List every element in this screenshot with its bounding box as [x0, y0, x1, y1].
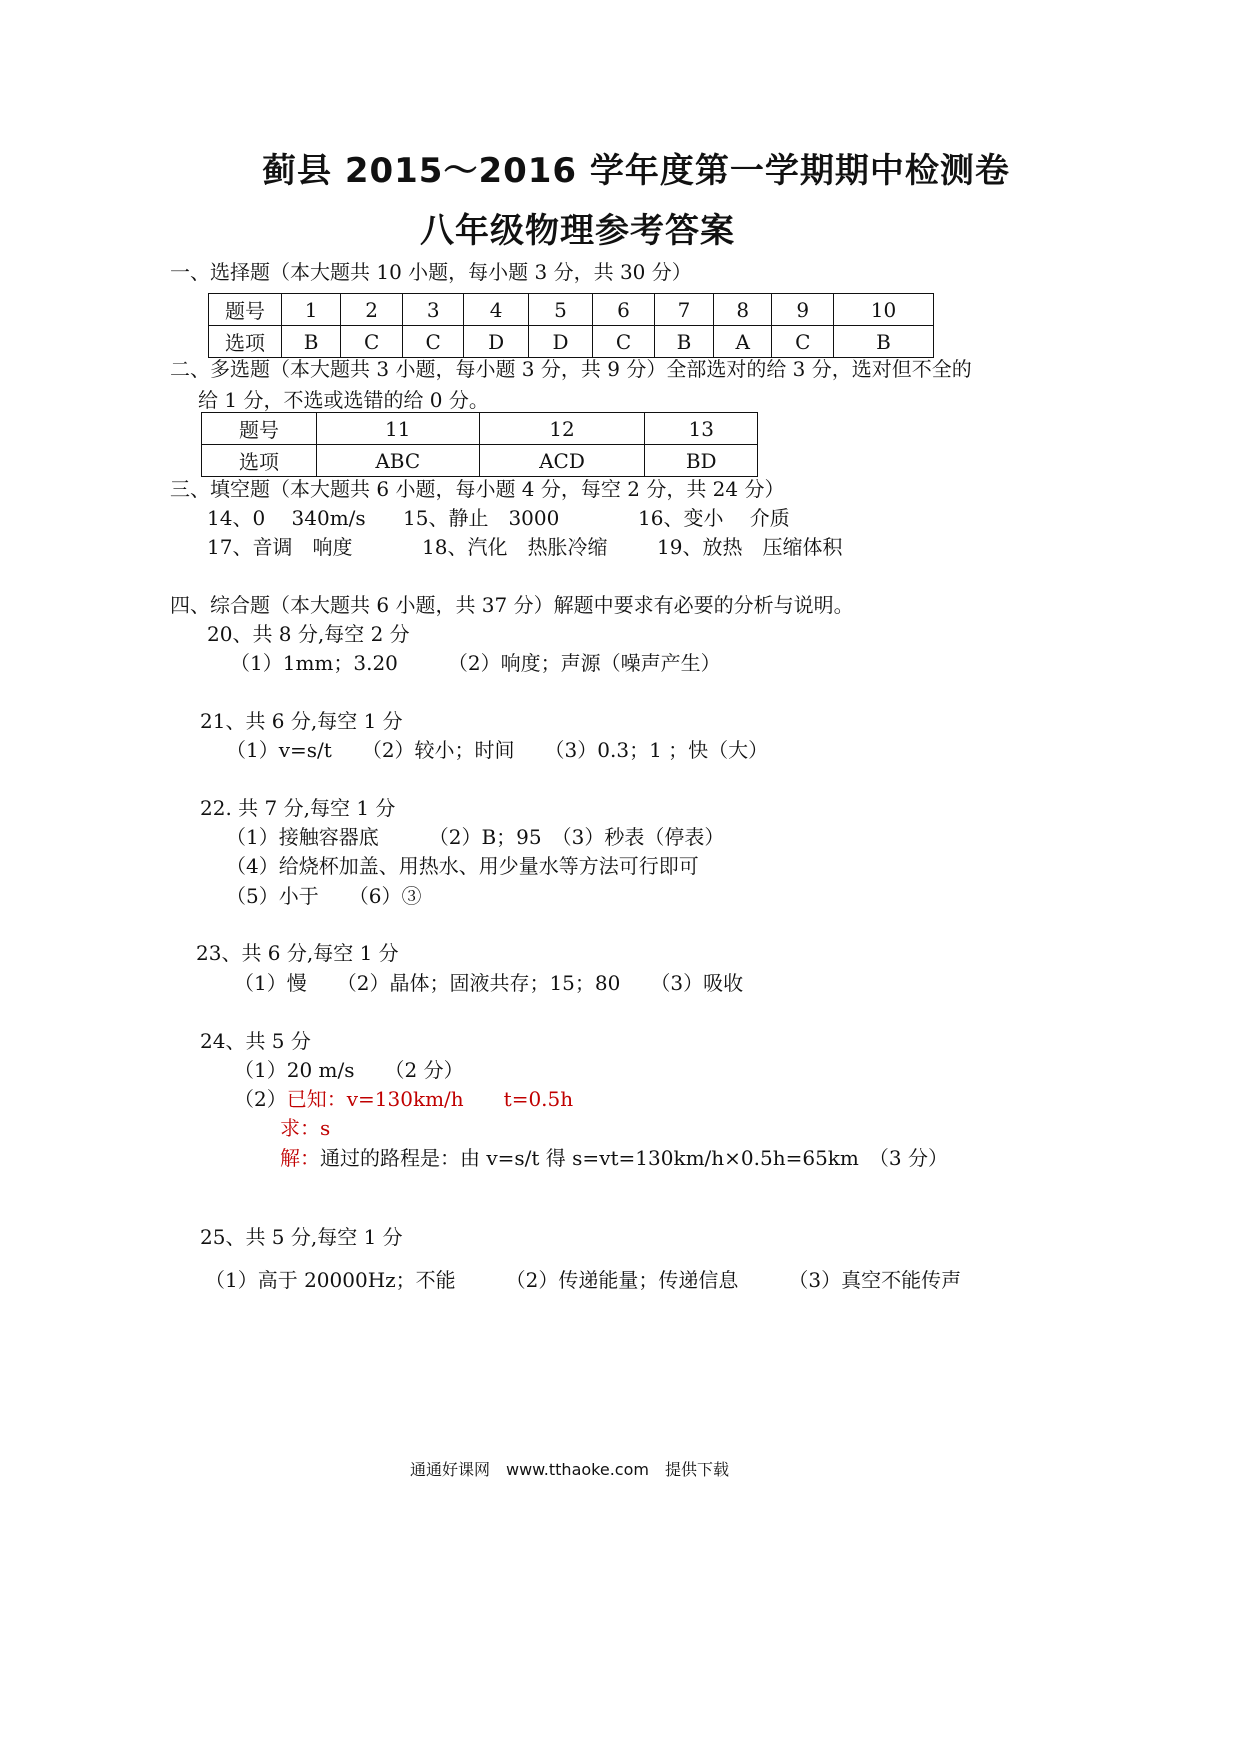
table-cell: ACD [479, 445, 645, 477]
answer-17: 17、音调 响度 [207, 535, 353, 559]
row-label-answer: 选项 [209, 326, 282, 358]
section2-answer-table [201, 412, 758, 477]
table-row [202, 413, 758, 445]
section3-heading: 三、填空题（本大题共 6 小题，每小题 4 分，每空 2 分，共 24 分） [170, 477, 785, 501]
answer-16: 16、变小 介质 [638, 506, 790, 530]
table-cell: C [341, 326, 403, 358]
q22-answer-2: （4）给烧杯加盖、用热水、用少量水等方法可行即可 [226, 854, 699, 878]
table-cell: D [528, 326, 592, 358]
table-cell: C [772, 326, 834, 358]
section1-answer-table [208, 293, 934, 358]
table-cell: 4 [464, 294, 528, 326]
section1-heading: 一、选择题（本大题共 10 小题，每小题 3 分，共 30 分） [170, 260, 692, 284]
table-cell: 2 [341, 294, 403, 326]
document-title: 蓟县 2015～2016 学年度第一学期期中检测卷 [262, 151, 1010, 191]
table-cell: C [402, 326, 464, 358]
table-cell: B [654, 326, 713, 358]
q21-heading: 21、共 6 分,每空 1 分 [200, 709, 403, 733]
q24-part2-prefix: （2） [234, 1087, 287, 1111]
row-label-question: 题号 [209, 294, 282, 326]
table-row [202, 445, 758, 477]
q21-answer: （1）v=s/t （2）较小；时间 （3）0.3；1 ；快（大） [226, 738, 769, 762]
table-cell: 12 [479, 413, 645, 445]
row-label-answer: 选项 [202, 445, 317, 477]
q24-heading: 24、共 5 分 [200, 1029, 311, 1053]
table-row [209, 294, 934, 326]
section2-heading: 二、多选题（本大题共 3 小题，每小题 3 分，共 9 分）全部选对的给 3 分，选对但不全的 [170, 357, 972, 381]
q24-solution-text: 通过的路程是：由 v=s/t 得 s=vt=130km/h×0.5h=65km （3 分） [320, 1146, 948, 1170]
document-subtitle: 八年级物理参考答案 [420, 211, 735, 251]
q22-answer-1: （1）接触容器底 （2）B；95 （3）秒表（停表） [226, 825, 725, 849]
q24-known: 已知：v=130km/h t=0.5h [286, 1087, 574, 1111]
q24-solution-label: 解： [280, 1146, 320, 1170]
q24-answer-2 [234, 1087, 573, 1111]
table-cell: C [593, 326, 655, 358]
table-cell: 6 [593, 294, 655, 326]
answer-14: 14、0 340m/s [207, 506, 366, 530]
answer-15: 15、静止 3000 [403, 506, 560, 530]
q24-find: 求：s [280, 1116, 331, 1140]
footer-credit: 通通好课网 www.tthaoke.com 提供下载 [410, 1460, 729, 1479]
q22-heading: 22. 共 7 分,每空 1 分 [200, 796, 396, 820]
q20-answer: （1）1mm；3.20 （2）响度；声源（噪声产生） [230, 651, 721, 675]
row-label-question: 题号 [202, 413, 317, 445]
q25-answer: （1）高于 20000Hz；不能 （2）传递能量；传递信息 （3）真空不能传声 [205, 1268, 962, 1292]
table-cell: D [464, 326, 528, 358]
table-cell: 3 [402, 294, 464, 326]
q20-heading: 20、共 8 分,每空 2 分 [207, 622, 410, 646]
table-cell: 7 [654, 294, 713, 326]
table-cell: 11 [317, 413, 480, 445]
table-cell: 13 [645, 413, 758, 445]
table-cell: 5 [528, 294, 592, 326]
table-cell: B [834, 326, 934, 358]
q24-answer-1: （1）20 m/s （2 分） [234, 1058, 464, 1082]
table-cell: BD [645, 445, 758, 477]
table-cell: A [714, 326, 772, 358]
answer-18: 18、汽化 热胀冷缩 [422, 535, 608, 559]
q22-answer-3: （5）小于 （6）③ [226, 884, 422, 908]
section4-heading: 四、综合题（本大题共 6 小题，共 37 分）解题中要求有必要的分析与说明。 [170, 593, 854, 617]
table-cell: 8 [714, 294, 772, 326]
q25-heading: 25、共 5 分,每空 1 分 [200, 1225, 403, 1249]
answer-19: 19、放热 压缩体积 [657, 535, 843, 559]
q23-answer: （1）慢 （2）晶体；固液共存；15；80 （3）吸收 [234, 971, 744, 995]
table-cell: 1 [282, 294, 341, 326]
section2-heading-cont: 给 1 分，不选或选错的给 0 分。 [198, 388, 489, 412]
q23-heading: 23、共 6 分,每空 1 分 [196, 941, 399, 965]
q24-solution [280, 1146, 948, 1170]
table-row [209, 326, 934, 358]
table-cell: B [282, 326, 341, 358]
table-cell: ABC [317, 445, 480, 477]
table-cell: 9 [772, 294, 834, 326]
table-cell: 10 [834, 294, 934, 326]
